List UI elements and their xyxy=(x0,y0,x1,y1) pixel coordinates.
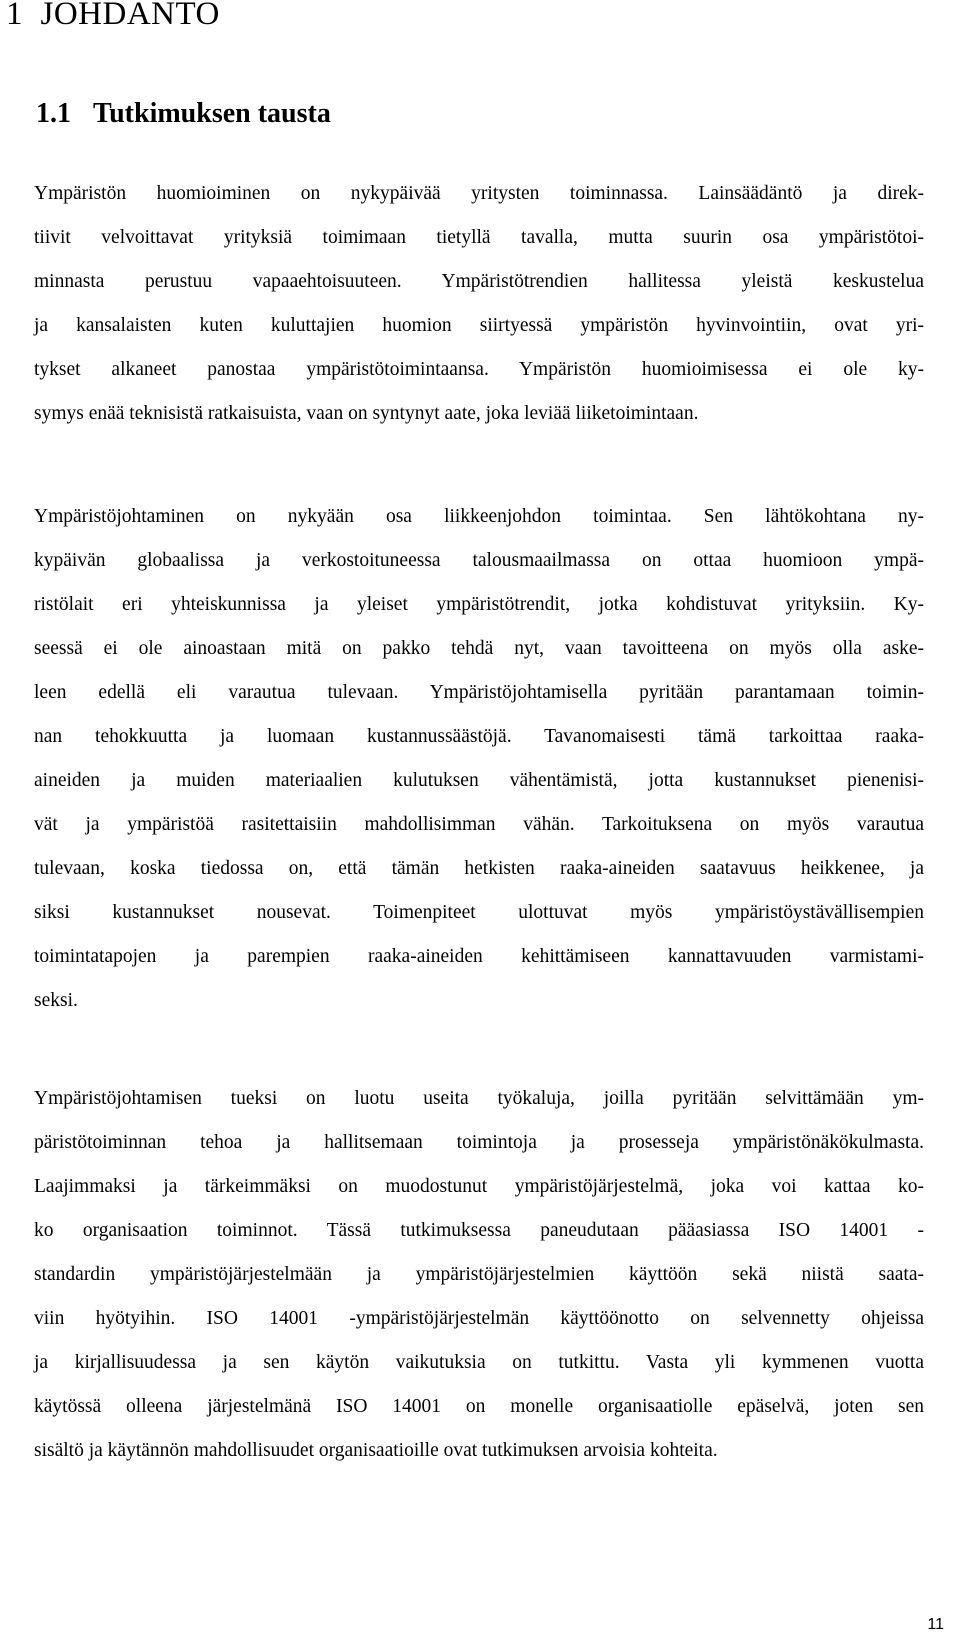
text-line: ja kirjallisuudessa ja sen käytön vaikutuksia on tutkittu. Vasta yli kymmenen vuotta xyxy=(34,1352,924,1373)
section-number: 1.1 xyxy=(36,98,71,129)
text-line: ja kansalaisten kuten kuluttajien huomion siirtyessä ympäristön hyvinvointiin, ovat yri- xyxy=(34,315,924,336)
text-line: aineiden ja muiden materiaalien kulutuksen vähentämistä, jotta kustannukset pienenisi- xyxy=(34,770,924,791)
paragraph-1 xyxy=(34,172,924,436)
text-line: käytössä olleena järjestelmänä ISO 14001 on monelle organisaatiolle epäselvä, joten sen xyxy=(34,1396,924,1417)
text-line: tykset alkaneet panostaa ympäristötoimintaansa. Ympäristön huomioimisessa ei ole ky- xyxy=(34,359,924,380)
text-line: seessä ei ole ainoastaan mitä on pakko tehdä nyt, vaan tavoitteena on myös olla aske- xyxy=(34,638,924,659)
text-line: minnasta perustuu vapaaehtoisuuteen. Ympäristötrendien hallitessa yleistä keskustelua xyxy=(34,271,924,292)
text-line: symys enää teknisistä ratkaisuista, vaan on syntynyt aate, joka leviää liiketoimintaan. xyxy=(34,403,699,424)
text-line: siksi kustannukset nousevat. Toimenpiteet ulottuvat myös ympäristöystävällisempien xyxy=(34,902,924,923)
text-line: päristötoiminnan tehoa ja hallitsemaan toimintoja ja prosesseja ympäristönäkökulmasta. xyxy=(34,1132,924,1153)
text-line: standardin ympäristöjärjestelmään ja ympäristöjärjestelmien käyttöön sekä niistä saata- xyxy=(34,1264,924,1285)
text-line: nan tehokkuutta ja luomaan kustannussäästöjä. Tavanomaisesti tämä tarkoittaa raaka- xyxy=(34,726,924,747)
text-line: leen edellä eli varautua tulevaan. Ympäristöjohtamisella pyritään parantamaan toimin- xyxy=(34,682,924,703)
section-title: Tutkimuksen tausta xyxy=(93,98,331,129)
text-line: Ympäristöjohtamisen tueksi on luotu useita työkaluja, joilla pyritään selvittämään ym- xyxy=(34,1088,924,1109)
text-line: seksi. xyxy=(34,990,78,1011)
text-line: kypäivän globaalissa ja verkostoituneessa talousmaailmassa on ottaa huomioon ympä- xyxy=(34,550,924,571)
paragraph-2 xyxy=(34,495,924,1023)
paragraph-3 xyxy=(34,1077,924,1473)
text-line: sisältö ja käytännön mahdollisuudet organisaatioille ovat tutkimuksen arvoisia kohteita. xyxy=(34,1440,718,1461)
text-line: Ympäristöjohtaminen on nykyään osa liikkeenjohdon toimintaa. Sen lähtökohtana ny- xyxy=(34,506,924,527)
chapter-heading xyxy=(6,0,220,34)
text-line: ristölait eri yhteiskunnissa ja yleiset ympäristötrendit, jotka kohdistuvat yrityksiin. Ky- xyxy=(34,594,924,615)
text-line: tulevaan, koska tiedossa on, että tämän hetkisten raaka-aineiden saatavuus heikkenee, ja xyxy=(34,858,924,879)
text-line: tiivit velvoittavat yrityksiä toimimaan tietyllä tavalla, mutta suurin osa ympäristötoi- xyxy=(34,227,924,248)
chapter-number: 1 xyxy=(6,0,23,32)
text-line: Ympäristön huomioiminen on nykypäivää yritysten toiminnassa. Lainsäädäntö ja direk- xyxy=(34,183,924,204)
text-line: vät ja ympäristöä rasitettaisiin mahdollisimman vähän. Tarkoituksena on myös varautua xyxy=(34,814,924,835)
text-line: viin hyötyihin. ISO 14001 -ympäristöjärjestelmän käyttöönotto on selvennetty ohjeissa xyxy=(34,1308,924,1329)
chapter-title: JOHDANTO xyxy=(40,0,220,32)
page-number: 11 xyxy=(927,1616,944,1633)
text-line: toimintatapojen ja parempien raaka-aineiden kehittämiseen kannattavuuden varmistami- xyxy=(34,946,924,967)
text-line: ko organisaation toiminnot. Tässä tutkimuksessa paneudutaan pääasiassa ISO 14001 - xyxy=(34,1220,924,1241)
text-line: Laajimmaksi ja tärkeimmäksi on muodostunut ympäristöjärjestelmä, joka voi kattaa ko- xyxy=(34,1176,924,1197)
section-heading xyxy=(36,96,331,132)
